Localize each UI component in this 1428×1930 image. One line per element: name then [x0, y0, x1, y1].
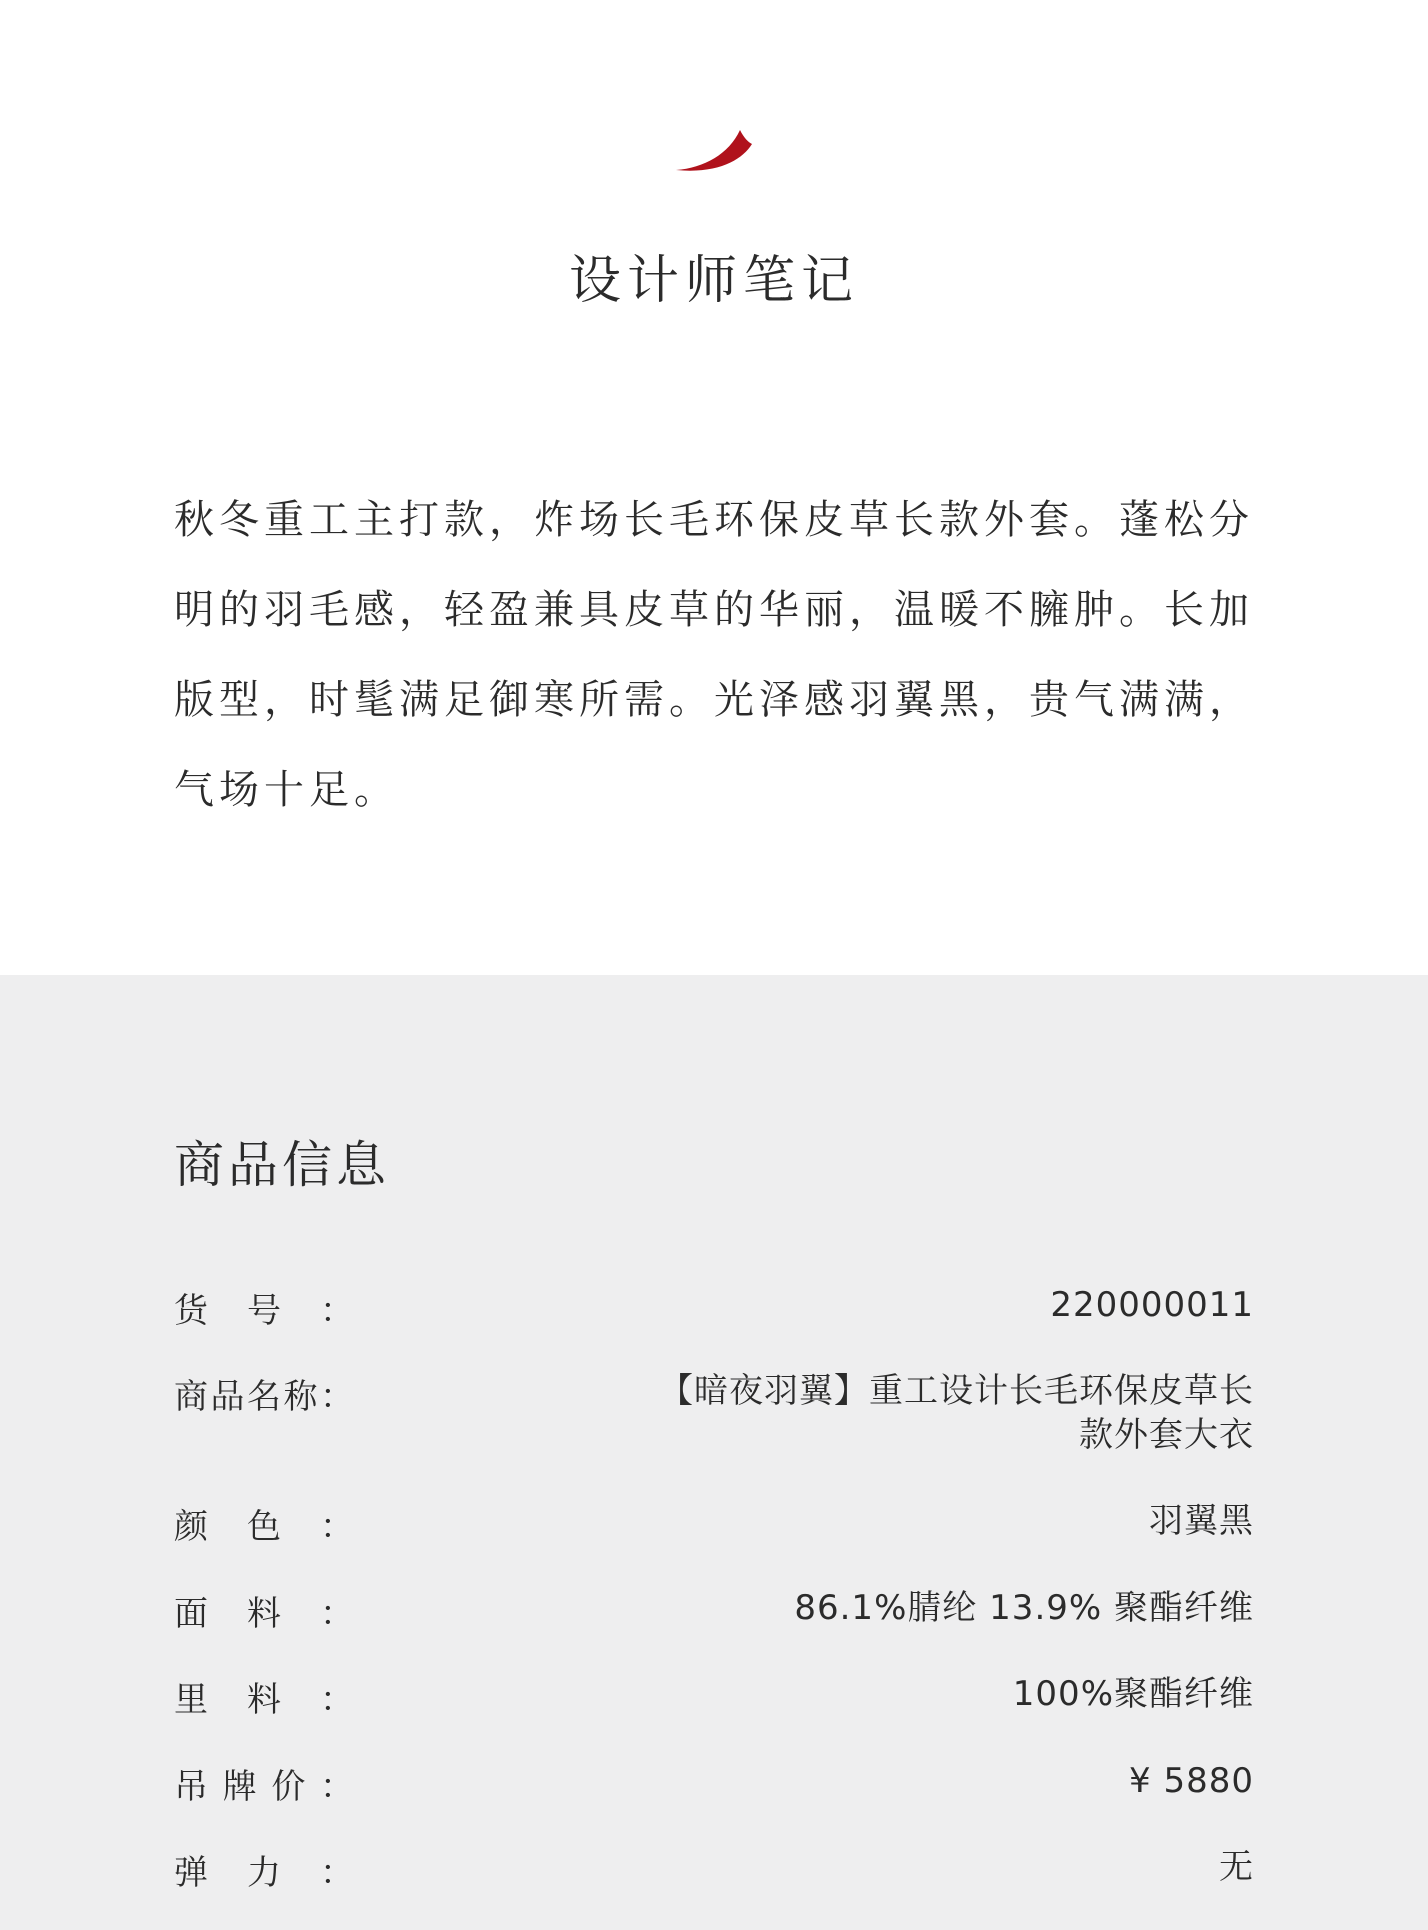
- label-char: 品: [210, 1377, 245, 1417]
- label-char: 面: [174, 1594, 208, 1634]
- spec-value-elasticity: 无: [1219, 1847, 1254, 1887]
- label-char: 名: [247, 1377, 281, 1417]
- label-char: 牌: [222, 1767, 257, 1807]
- spec-label-fabric: [174, 1586, 354, 1635]
- label-char: 价: [271, 1767, 306, 1807]
- spec-label-color: [174, 1499, 354, 1548]
- spec-value-fabric: 86.1%腈纶 13.9% 聚酯纤维: [794, 1588, 1254, 1628]
- label-char: ：: [320, 1594, 354, 1634]
- spec-value-lining: 100%聚酯纤维: [1012, 1674, 1254, 1714]
- spec-label-tag-price: [174, 1759, 354, 1808]
- label-char: ：: [319, 1767, 354, 1807]
- label-char: 商: [174, 1377, 208, 1417]
- spec-value-product-name: 【暗夜羽翼】重工设计长毛环保皮草长款外套大衣: [659, 1371, 1254, 1455]
- spec-label-product-name: [174, 1369, 354, 1418]
- spec-label-item-number: [174, 1283, 354, 1332]
- label-char: 吊: [174, 1767, 208, 1807]
- label-char: 里: [174, 1680, 208, 1720]
- label-char: ：: [320, 1853, 354, 1893]
- label-char: 弹: [174, 1853, 208, 1893]
- designer-notes-title: 设计师笔记: [568, 251, 859, 311]
- label-char: ：: [320, 1291, 354, 1331]
- red-crescent-feather-icon: [674, 124, 754, 176]
- label-char: 颜: [174, 1507, 208, 1547]
- label-char: 货: [174, 1291, 208, 1331]
- product-info-title: 商品信息: [174, 1136, 390, 1194]
- spec-value-color: 羽翼黑: [1149, 1501, 1254, 1541]
- product-info-section: [0, 975, 1428, 1930]
- spec-label-lining: [174, 1672, 354, 1721]
- spec-value-tag-price: ¥ 5880: [1129, 1761, 1254, 1801]
- label-char: ：: [320, 1680, 354, 1720]
- label-char: 称: [283, 1377, 318, 1417]
- label-char: 料: [247, 1680, 281, 1720]
- designer-notes-body: 秋冬重工主打款，炸场长毛环保皮草长款外套。蓬松分明的羽毛感，轻盈兼具皮草的华丽，温暖不臃肿。长加版型，时髦满足御寒所需。光泽感羽翼黑，贵气满满，气场十足。: [174, 497, 1254, 813]
- label-char: 号: [247, 1291, 281, 1331]
- spec-label-elasticity: [174, 1845, 354, 1894]
- label-char: 料: [247, 1594, 281, 1634]
- label-char: 色: [247, 1507, 281, 1547]
- label-char: ：: [320, 1377, 354, 1417]
- label-char: 力: [247, 1853, 281, 1893]
- label-char: ：: [320, 1507, 354, 1547]
- spec-value-item-number: 220000011: [1050, 1285, 1254, 1325]
